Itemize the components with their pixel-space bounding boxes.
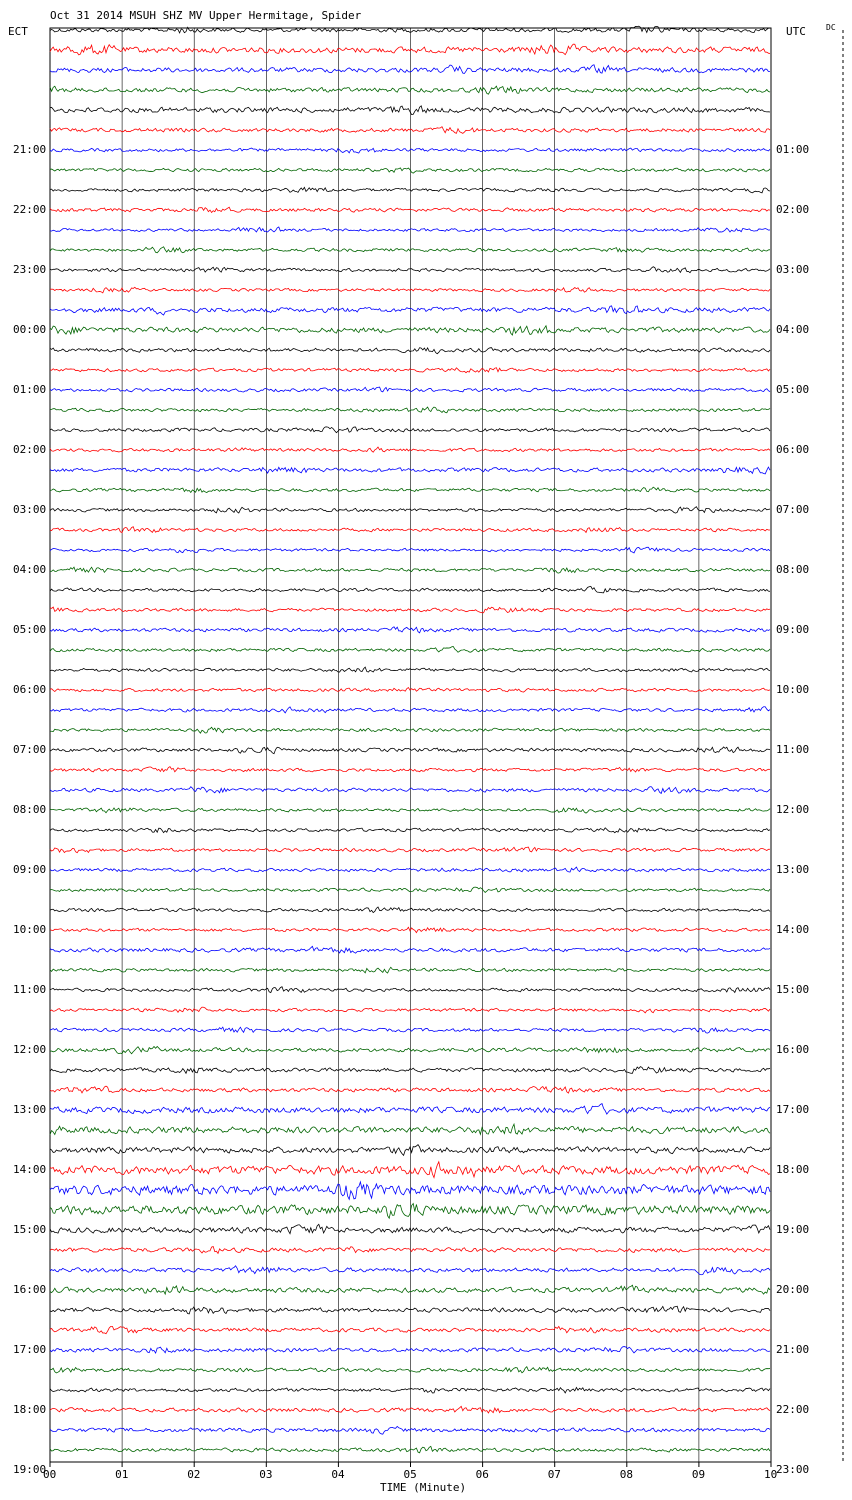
right-timezone-label: UTC (786, 25, 806, 38)
seismic-trace (50, 326, 770, 335)
seismic-trace (50, 1367, 770, 1373)
chart-title: Oct 31 2014 MSUH SHZ MV Upper Hermitage, Spider (50, 9, 362, 22)
seismic-trace (50, 1388, 770, 1393)
left-hour-label: 15:00 (13, 1223, 47, 1236)
seismic-trace (50, 527, 770, 533)
left-hour-label: 06:00 (13, 683, 47, 696)
left-timezone-label: ECT (8, 25, 28, 38)
left-hour-label: 21:00 (13, 143, 47, 156)
x-tick-label: 02 (187, 1468, 201, 1481)
seismic-trace (50, 1124, 770, 1135)
seismic-trace (50, 447, 770, 452)
seismic-trace (50, 747, 770, 754)
x-tick-label: 05 (403, 1468, 417, 1481)
right-hour-label: 07:00 (776, 503, 810, 516)
seismic-trace (50, 44, 770, 55)
right-hour-label: 18:00 (776, 1163, 810, 1176)
seismic-trace (50, 368, 770, 373)
seismic-trace (50, 487, 770, 492)
left-hour-label: 11:00 (13, 983, 47, 996)
seismic-trace (50, 168, 770, 173)
left-hour-label: 23:00 (13, 263, 47, 276)
right-hour-label: 01:00 (776, 143, 810, 156)
seismic-trace (50, 227, 770, 232)
seismic-trace (50, 287, 770, 293)
seismic-trace (50, 967, 770, 973)
seismic-trace (50, 1086, 770, 1093)
seismic-trace (50, 586, 770, 593)
seismic-trace (50, 607, 770, 613)
seismic-trace (50, 887, 770, 892)
right-hour-label: 13:00 (776, 863, 810, 876)
seismic-trace (50, 646, 770, 652)
dc-label: DC (826, 23, 836, 32)
seismic-trace (50, 987, 770, 993)
x-tick-label: 00 (43, 1468, 57, 1481)
left-hour-label: 22:00 (13, 203, 47, 216)
left-hour-label: 00:00 (13, 323, 47, 336)
seismic-trace (50, 627, 770, 633)
seismic-trace (50, 1067, 770, 1074)
seismic-trace (50, 1047, 770, 1054)
seismic-trace (50, 1162, 770, 1178)
seismic-trace (50, 946, 770, 953)
right-hour-label: 20:00 (776, 1283, 810, 1296)
seismic-trace (50, 127, 770, 134)
seismic-trace (50, 688, 770, 692)
seismic-trace (50, 547, 770, 553)
x-tick-label: 09 (691, 1468, 706, 1481)
right-hour-label: 22:00 (776, 1403, 810, 1416)
seismic-trace (50, 867, 770, 872)
right-hour-label: 09:00 (776, 623, 810, 636)
left-hour-label: 08:00 (13, 803, 47, 816)
seismic-trace (50, 207, 770, 212)
right-hour-label: 10:00 (776, 683, 810, 696)
left-hour-label: 05:00 (13, 623, 47, 636)
seismic-trace (50, 387, 770, 392)
right-hour-label: 16:00 (776, 1043, 810, 1056)
right-hour-label: 04:00 (776, 323, 810, 336)
right-hour-label: 19:00 (776, 1223, 810, 1236)
seismic-trace (50, 86, 770, 94)
seismic-trace (50, 306, 770, 315)
seismic-trace (50, 1224, 770, 1233)
x-axis-label: TIME (Minute) (380, 1481, 467, 1494)
left-hour-label: 12:00 (13, 1043, 47, 1056)
x-tick-label: 10 (764, 1468, 778, 1481)
seismic-trace (50, 1406, 770, 1413)
left-hour-label: 17:00 (13, 1343, 47, 1356)
x-tick-label: 01 (115, 1468, 129, 1481)
seismic-trace (50, 808, 770, 813)
seismic-trace (50, 787, 770, 794)
seismic-trace (50, 187, 770, 193)
seismic-trace (50, 148, 770, 153)
seismic-trace (50, 1145, 770, 1156)
left-hour-label: 14:00 (13, 1163, 47, 1176)
right-hour-label: 14:00 (776, 923, 810, 936)
right-hour-label: 06:00 (776, 443, 810, 456)
left-hour-label: 16:00 (13, 1283, 47, 1296)
left-hour-label: 04:00 (13, 563, 47, 576)
seismic-trace (50, 65, 770, 74)
seismic-trace (50, 667, 770, 672)
seismic-trace (50, 1426, 770, 1434)
seismic-trace (50, 828, 770, 833)
right-hour-label: 03:00 (776, 263, 810, 276)
left-hour-label: 03:00 (13, 503, 47, 516)
seismic-trace (50, 707, 770, 713)
seismic-trace (50, 407, 770, 413)
seismic-trace (50, 26, 770, 33)
seismic-trace (50, 1007, 770, 1013)
left-hour-label: 09:00 (13, 863, 47, 876)
seismic-trace (50, 1027, 770, 1033)
seismic-trace (50, 467, 770, 474)
seismic-trace (50, 348, 770, 354)
seismic-trace (50, 427, 770, 433)
seismic-trace (50, 267, 770, 273)
seismic-trace (50, 1446, 770, 1452)
x-tick-label: 08 (619, 1468, 634, 1481)
x-tick-label: 06 (475, 1468, 489, 1481)
seismic-trace (50, 247, 770, 253)
seismic-trace (50, 927, 770, 932)
seismic-trace (50, 567, 770, 573)
seismic-trace (50, 1104, 770, 1114)
right-hour-label: 21:00 (776, 1343, 810, 1356)
right-hour-label: 08:00 (776, 563, 810, 576)
right-hour-label: 05:00 (776, 383, 810, 396)
right-hour-label: 11:00 (776, 743, 810, 756)
right-hour-label: 12:00 (776, 803, 810, 816)
seismic-trace (50, 1326, 770, 1333)
seismic-trace (50, 1182, 770, 1199)
right-hour-label: 23:00 (776, 1463, 810, 1476)
seismic-trace (50, 1246, 770, 1253)
x-tick-label: 07 (547, 1468, 561, 1481)
seismic-trace (50, 847, 770, 853)
seismic-trace (50, 1306, 770, 1314)
seismic-trace (50, 1285, 770, 1294)
left-hour-label: 02:00 (13, 443, 47, 456)
left-hour-label: 10:00 (13, 923, 47, 936)
seismic-trace (50, 507, 770, 513)
x-tick-label: 04 (331, 1468, 345, 1481)
left-hour-label: 13:00 (13, 1103, 47, 1116)
seismic-trace (50, 1266, 770, 1275)
right-hour-label: 02:00 (776, 203, 810, 216)
right-hour-label: 17:00 (776, 1103, 810, 1116)
seismic-trace (50, 727, 770, 733)
seismic-trace (50, 106, 770, 115)
seismic-trace (50, 767, 770, 772)
seismic-trace (50, 1204, 770, 1219)
seismic-trace (50, 1347, 770, 1354)
left-hour-label: 18:00 (13, 1403, 47, 1416)
left-hour-label: 07:00 (13, 743, 47, 756)
right-hour-label: 15:00 (776, 983, 810, 996)
x-tick-label: 03 (259, 1468, 273, 1481)
left-hour-label: 19:00 (13, 1463, 47, 1476)
seismic-trace (50, 907, 770, 913)
left-hour-label: 01:00 (13, 383, 47, 396)
